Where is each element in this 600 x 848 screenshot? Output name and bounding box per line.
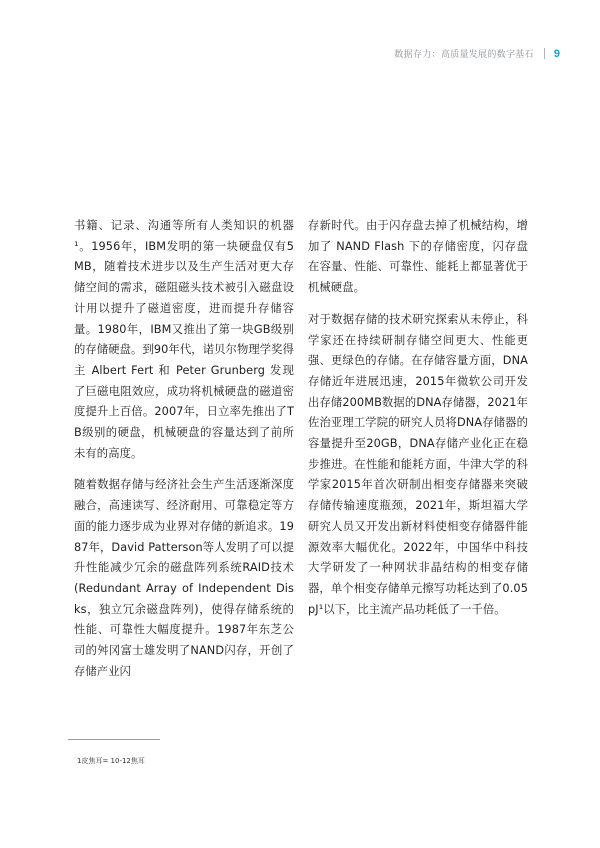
left-paragraph-1: 书籍、记录、沟通等所有人类知识的机器¹。1956年，IBM发明的第一块硬盘仅有5MB，随着技术进步以及生产生活对更大存储空间的需求，磁阻磁头技术被引入磁盘设计用以提升了磁道密度，进而提升存储容量。1980年，IBM又推出了第一块GB级别的存储硬盘。到90年代，诺贝尔物理学奖得主 Albert Fert 和 Peter Grunberg 发现了巨磁电阻效应，成功将机械硬盘的磁道密度提升上百倍。2007年，日立率先推出了TB级别的硬盘，机械硬盘的容量达到了前所未有的高度。 — [74, 219, 294, 460]
footnote: 1皮焦耳= 10-12焦耳 — [77, 757, 145, 765]
page-number: 9 — [553, 47, 560, 60]
footnote-divider — [68, 739, 160, 740]
header-title: 数据存力：高质量发展的数字基石 — [394, 50, 534, 60]
left-column — [74, 216, 294, 682]
right-column — [308, 216, 528, 620]
running-header — [394, 47, 560, 60]
left-paragraph-2: 随着数据存储与经济社会生产生活逐渐深度融合，高速读写、经济耐用、可靠稳定等方面的能力逐步成为业界对存储的新追求。1987年，David Patterson等人发明了可以提升性能减少冗余的磁盘阵列系统RAID技术(Redundant Array of Independent Disks，独立冗余磁盘阵列)，使得存储系统的性能、可靠性大幅度提升。1987年东芝公司的舛冈富士雄发明了NAND闪存，开创了存储产业闪 — [74, 478, 294, 678]
right-paragraph-1: 存新时代。由于闪存盘去掉了机械结构，增加了 NAND Flash 下的存储密度，闪存盘在容量、性能、可靠性、能耗上都显著优于机械硬盘。 — [308, 219, 528, 295]
header-divider — [544, 48, 545, 59]
right-paragraph-2: 对于数据存储的技术研究探索从未停止，科学家还在持续研制存储空间更大、性能更强、更绿色的存储。在存储容量方面，DNA存储近年进展迅速，2015年微软公司开发出存储200MB数据的DNA存储器，2021年佐治亚理工学院的研究人员将DNA存储器的容量提升至20GB，DNA存储产业化正在稳步推进。在性能和能耗方面，牛津大学的科学家2015年首次研制出相变存储器来突破存储传输速度瓶颈，2021年，斯坦福大学研究人员又开发出新材料使相变存储器件能源效率大幅优化。2022年，中国华中科技大学研发了一种网状非晶结构的相变存储器，单个相变存储单元擦写功耗达到了0.05pJ¹以下，比主流产品功耗低了一千倍。 — [308, 312, 528, 616]
